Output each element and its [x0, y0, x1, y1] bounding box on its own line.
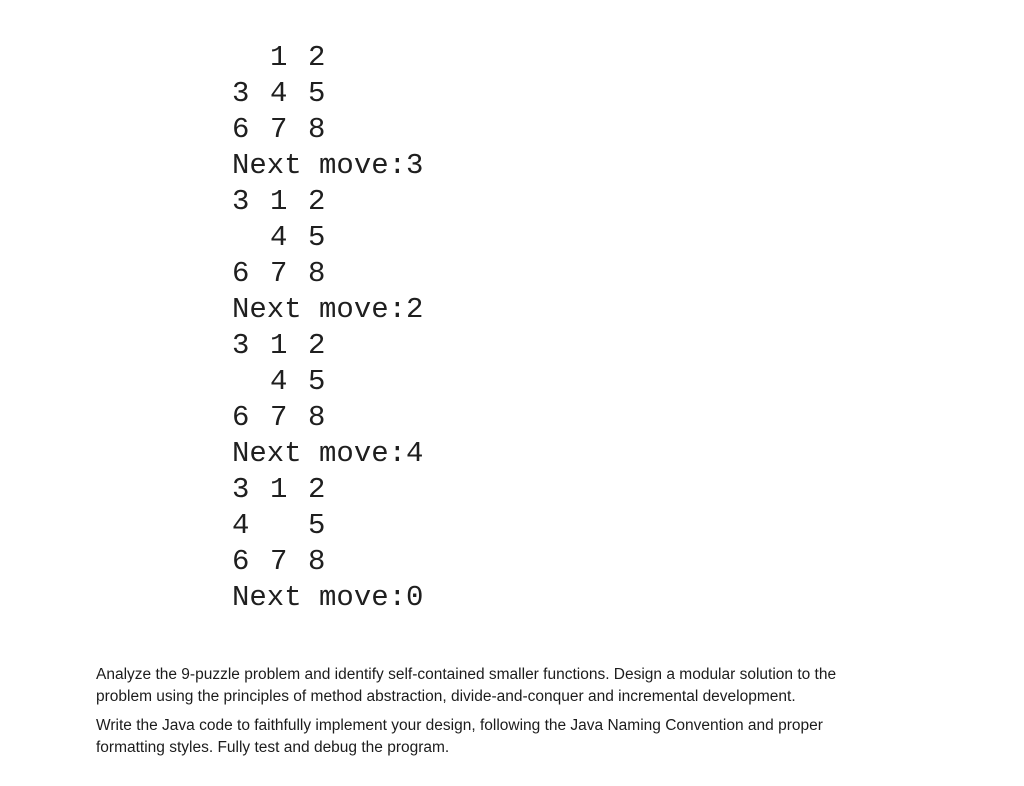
grid-cell: 2 — [308, 185, 326, 218]
console-output — [232, 40, 492, 616]
grid-cell: 8 — [308, 401, 326, 434]
grid-cell: 2 — [308, 329, 326, 362]
description-paragraph: Write the Java code to faithfully implement your design, following the Java Naming Convention and proper formatting styles. Fully test and debug the program. — [96, 717, 823, 756]
grid-cell: 8 — [308, 545, 326, 578]
description-paragraph: Analyze the 9-puzzle problem and identify self-contained smaller functions. Design a modular solution to the problem using the principles of method abstraction, divide-and-conquer and incremental development. — [96, 666, 837, 705]
grid-cell: 3 — [232, 329, 250, 362]
grid-cell: 3 — [232, 473, 250, 506]
puzzle-grid — [232, 472, 492, 580]
grid-cell: 5 — [308, 221, 326, 254]
puzzle-grid — [232, 328, 492, 436]
move-value: 4 — [406, 437, 424, 470]
grid-cell: 4 — [270, 221, 288, 254]
grid-cell: 6 — [232, 401, 250, 434]
grid-cell: 4 — [232, 509, 250, 542]
grid-row — [232, 184, 492, 220]
prompt-label: Next move: — [232, 149, 407, 182]
grid-cell: 2 — [308, 473, 326, 506]
grid-cell: 6 — [232, 257, 250, 290]
grid-cell: 8 — [308, 113, 326, 146]
move-value: 3 — [406, 149, 424, 182]
grid-row — [232, 256, 492, 292]
grid-row — [232, 508, 492, 544]
grid-cell: 7 — [270, 401, 288, 434]
move-value: 0 — [406, 581, 424, 614]
grid-row — [232, 220, 492, 256]
grid-cell: 6 — [232, 545, 250, 578]
grid-row — [232, 364, 492, 400]
grid-cell: 4 — [270, 77, 288, 110]
grid-cell: 3 — [232, 77, 250, 110]
grid-cell: 1 — [270, 41, 288, 74]
grid-cell: 3 — [232, 185, 250, 218]
grid-row — [232, 112, 492, 148]
grid-cell: 1 — [270, 185, 288, 218]
prompt-label: Next move: — [232, 437, 407, 470]
grid-row — [232, 544, 492, 580]
next-move-prompt — [232, 436, 492, 472]
grid-cell: 1 — [270, 473, 288, 506]
next-move-prompt — [232, 292, 492, 328]
puzzle-grid — [232, 40, 492, 148]
grid-row — [232, 400, 492, 436]
grid-row — [232, 40, 492, 76]
grid-cell: 5 — [308, 509, 326, 542]
grid-cell: 2 — [308, 41, 326, 74]
puzzle-grid — [232, 184, 492, 292]
grid-cell: 8 — [308, 257, 326, 290]
prompt-label: Next move: — [232, 581, 407, 614]
grid-cell: 5 — [308, 365, 326, 398]
move-value: 2 — [406, 293, 424, 326]
next-move-prompt — [232, 580, 492, 616]
grid-cell: 5 — [308, 77, 326, 110]
assignment-description — [96, 664, 896, 766]
grid-row — [232, 328, 492, 364]
grid-cell: 7 — [270, 113, 288, 146]
next-move-prompt — [232, 148, 492, 184]
grid-row — [232, 76, 492, 112]
grid-cell: 4 — [270, 365, 288, 398]
grid-cell: 7 — [270, 545, 288, 578]
grid-cell: 1 — [270, 329, 288, 362]
prompt-label: Next move: — [232, 293, 407, 326]
grid-cell: 6 — [232, 113, 250, 146]
grid-row — [232, 472, 492, 508]
grid-cell: 7 — [270, 257, 288, 290]
